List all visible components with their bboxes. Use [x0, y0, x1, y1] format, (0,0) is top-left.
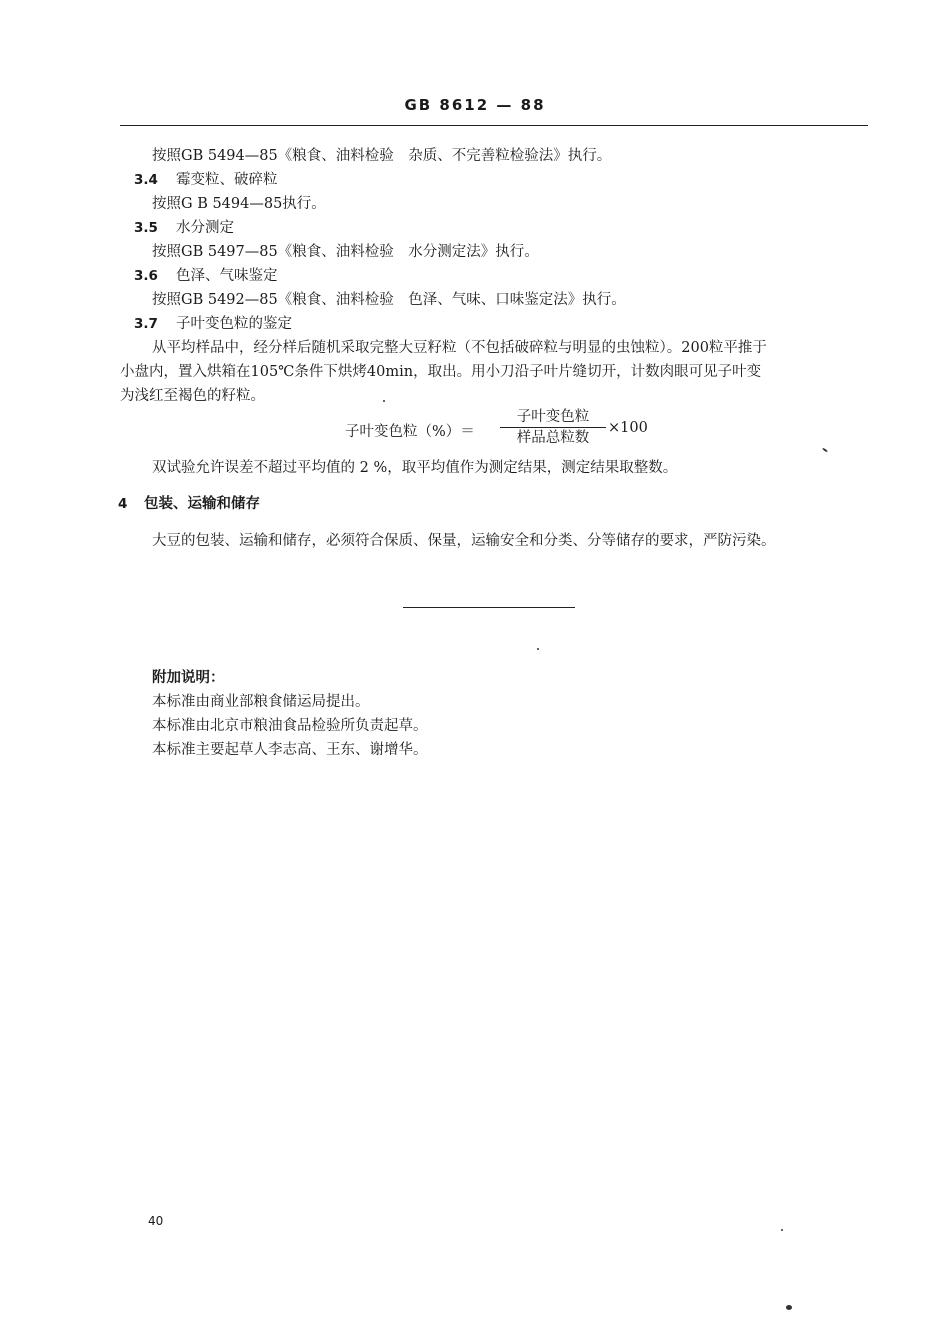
sec35-body: 按照GB 5497—85《粮食、油料检验 水分测定法》执行。 [152, 244, 539, 260]
sec35-number: 3.5 [134, 220, 158, 236]
formula-multiplier: ×100 [608, 420, 648, 436]
line-sec33-body: 按照GB 5494—85《粮食、油料检验 杂质、不完善粒检验法》执行。 [152, 148, 612, 164]
sec34-number: 3.4 [134, 172, 158, 188]
note-line-1: 本标准由商业部粮食储运局提出。 [152, 694, 370, 710]
sec4-title: 包装、运输和储存 [144, 495, 260, 512]
sec37-tolerance-text: 双试验允许误差不超过平均值的 2 %，取平均值作为测定结果，测定结果取整数。 [152, 460, 678, 476]
sec36-heading [134, 266, 278, 286]
sec37-title: 子叶变色粒的鉴定 [176, 316, 292, 332]
sec34-title: 霉变粒、破碎粒 [176, 172, 278, 188]
scan-speck [781, 1229, 783, 1231]
sec36-body: 按照GB 5492—85《粮食、油料检验 色泽、气味、口味鉴定法》执行。 [152, 292, 626, 308]
scan-speck [537, 648, 539, 650]
sec37-number: 3.7 [134, 316, 158, 332]
sec4-heading [118, 494, 260, 514]
sec35-heading [134, 218, 234, 238]
formula-lhs: 子叶变色粒（%）＝ [345, 424, 475, 440]
sec4-body: 大豆的包装、运输和储存，必须符合保质、保量，运输安全和分类、分等储存的要求，严防污染。 [152, 533, 776, 549]
sec37-heading [134, 314, 292, 334]
note-line-3: 本标准主要起草人李志高、王东、谢增华。 [152, 742, 428, 758]
note-line-2: 本标准由北京市粮油食品检验所负责起草。 [152, 718, 428, 734]
sec37-paragraph-line-2: 小盘内，置入烘箱在105℃条件下烘烤40min，取出。用小刀沿子叶片缝切开，计数肉眼可见子叶变 [120, 364, 762, 380]
page-number: 40 [148, 1214, 164, 1228]
end-of-text-rule [403, 607, 575, 608]
sec36-number: 3.6 [134, 268, 158, 284]
header-rule [120, 125, 868, 126]
sec36-title: 色泽、气味鉴定 [176, 268, 278, 284]
scan-speck [383, 400, 385, 402]
formula-numerator: 子叶变色粒 [500, 407, 606, 428]
sec37-paragraph-line-3: 为浅红至褐色的籽粒。 [120, 388, 265, 404]
scan-speck [822, 447, 828, 452]
sec35-title: 水分测定 [176, 220, 234, 236]
formula-fraction [500, 407, 606, 448]
sec34-body: 按照G B 5494—85执行。 [152, 196, 326, 212]
formula-denominator: 样品总粒数 [516, 430, 590, 446]
sec34-heading [134, 170, 278, 190]
notes-title: 附加说明： [152, 669, 225, 686]
sec4-number: 4 [118, 496, 128, 512]
sec37-paragraph-line-1: 从平均样品中，经分样后随机采取完整大豆籽粒（不包括破碎粒与明显的虫蚀粒）。200粒平推于 [152, 340, 767, 356]
scan-speck [786, 1305, 792, 1310]
standard-code-header: GB 8612 — 88 [404, 96, 546, 114]
